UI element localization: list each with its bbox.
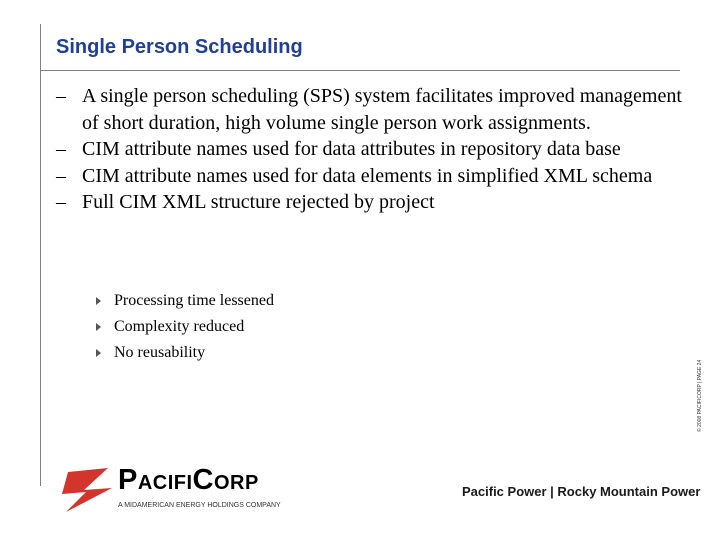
bullet-text: CIM attribute names used for data elements in simplified XML schema: [82, 164, 653, 187]
bullet-item: [56, 163, 686, 190]
sub-bullet-text: Complexity reduced: [114, 318, 245, 335]
bullet-item: [56, 189, 686, 216]
triangle-bullet-icon: [96, 323, 101, 331]
triangle-bullet-icon: [96, 349, 101, 357]
title-underline-rule: [40, 70, 680, 71]
sub-bullet-text: Processing time lessened: [114, 292, 274, 309]
sub-bullet-item: [96, 340, 274, 366]
logo-tagline: A MIDAMERICAN ENERGY HOLDINGS COMPANY: [118, 502, 281, 509]
dash-marker: –: [56, 164, 66, 187]
bullet-text: Full CIM XML structure rejected by project: [82, 191, 435, 213]
left-vertical-rule: [40, 24, 41, 486]
bullet-text: A single person scheduling (SPS) system facilitates improved management of short duration, high volume single person work assignments.: [82, 85, 682, 134]
page-title: Single Person Scheduling: [56, 36, 303, 58]
bullet-item: [56, 136, 686, 163]
dash-marker: –: [56, 191, 66, 213]
logo-wordmark: PacifiCorp: [118, 464, 259, 496]
sub-bullet-text: No reusability: [114, 344, 206, 361]
copyright-notice: © 2008 PACIFICORP | PAGE 24: [697, 359, 703, 432]
bullet-text: CIM attribute names used for data attributes in repository data base: [82, 138, 621, 160]
brands-line: Pacific Power | Rocky Mountain Power: [462, 484, 701, 499]
bullet-list: [56, 83, 686, 216]
triangle-bullet-icon: [96, 297, 101, 305]
sub-bullet-item: [96, 288, 274, 314]
dash-marker: –: [56, 138, 66, 160]
bullet-item: [56, 83, 686, 136]
lightning-bolt-icon: [62, 468, 112, 512]
sub-bullet-list: [96, 288, 274, 366]
sub-bullet-item: [96, 314, 274, 340]
dash-marker: –: [56, 85, 66, 107]
